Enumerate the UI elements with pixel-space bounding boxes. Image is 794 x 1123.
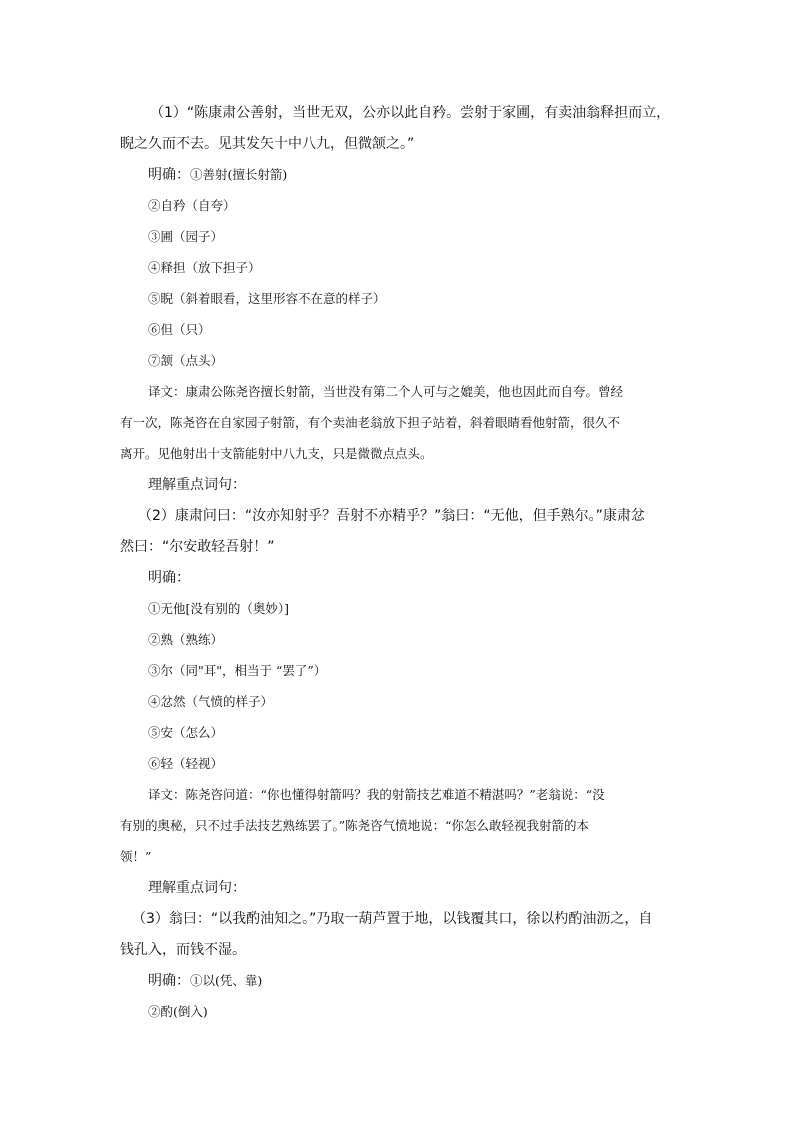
passage-2-line-1: （2）康肃问曰：“汝亦知射乎？吾射不亦精乎？”翁曰：“无他，但手熟尔。”康肃忿	[138, 508, 645, 524]
passage-2-line-2: 然曰：“尔安敢轻吾射！”	[120, 539, 275, 555]
gloss-1-1: ①善射(擅长射箭)	[190, 167, 288, 182]
gloss-1-5: ⑤睨（斜着眼看，这里形容不在意的样子）	[148, 291, 386, 306]
section-heading-2: 理解重点词句：	[148, 880, 246, 896]
gloss-2-2: ②熟（熟练）	[148, 632, 224, 647]
clarify-label: 明确：	[148, 167, 190, 183]
gloss-2-1: ①无他[没有别的（奥妙）]	[148, 601, 290, 616]
passage-3-line-1: （3）翁曰：“以我酌油知之。”乃取一葫芦置于地，以钱覆其口，徐以杓酌油沥之，自	[132, 911, 653, 927]
translation-1-line-3: 离开。见他射出十支箭能射中八九支，只是微微点点头。	[120, 446, 433, 461]
gloss-1-2: ②自矜（自夸）	[148, 198, 236, 213]
translation-1-line-2: 有一次，陈尧咨在自家园子射箭，有个卖油老翁放下担子站着，斜着眼睛看他射箭，很久不	[120, 415, 621, 430]
clarify-label: 明确：	[148, 973, 190, 989]
passage-1-line-1: （1）“陈康肃公善射，当世无双，公亦以此自矜。尝射于家圃，有卖油翁释担而立，	[150, 105, 671, 121]
translation-2-line-2: 有别的奥秘，只不过手法技艺熟练罢了。”陈尧咨气愤地说：“你怎么敢轻视我射箭的本	[120, 818, 590, 833]
translation-2-line-3: 领！”	[120, 849, 152, 864]
passage-3-line-2: 钱孔入，而钱不湿。	[120, 942, 246, 958]
gloss-2-5: ⑤安（怎么）	[148, 725, 224, 740]
passage-1-line-2: 睨之久而不去。见其发矢十中八九，但微颔之。”	[120, 136, 415, 152]
clarify-2-label: 明确：	[148, 570, 190, 586]
section-heading-1: 理解重点词句：	[148, 477, 246, 493]
clarify-1	[148, 165, 287, 185]
translation-2-line-1: 译文：陈尧咨问道：“你也懂得射箭吗？我的射箭技艺难道不精湛吗？”老翁说：“没	[148, 787, 605, 802]
gloss-2-4: ④忿然（气愤的样子）	[148, 694, 274, 709]
gloss-1-3: ③圃（园子）	[148, 229, 224, 244]
gloss-2-3: ③尔（同"耳"，相当于 “罢了”）	[148, 663, 327, 678]
gloss-1-6: ⑥但（只）	[148, 322, 211, 337]
gloss-1-7: ⑦颔（点头）	[148, 353, 224, 368]
gloss-1-4: ④释担（放下担子）	[148, 260, 261, 275]
translation-1-line-1: 译文：康肃公陈尧咨擅长射箭，当世没有第二个人可与之媲美，他也因此而自夸。曾经	[148, 384, 624, 399]
clarify-3	[148, 971, 262, 991]
gloss-3-1: ①以(凭、靠)	[190, 973, 263, 988]
gloss-2-6: ⑥轻（轻视）	[148, 756, 224, 771]
gloss-3-2: ②酌(倒入)	[148, 1004, 208, 1019]
